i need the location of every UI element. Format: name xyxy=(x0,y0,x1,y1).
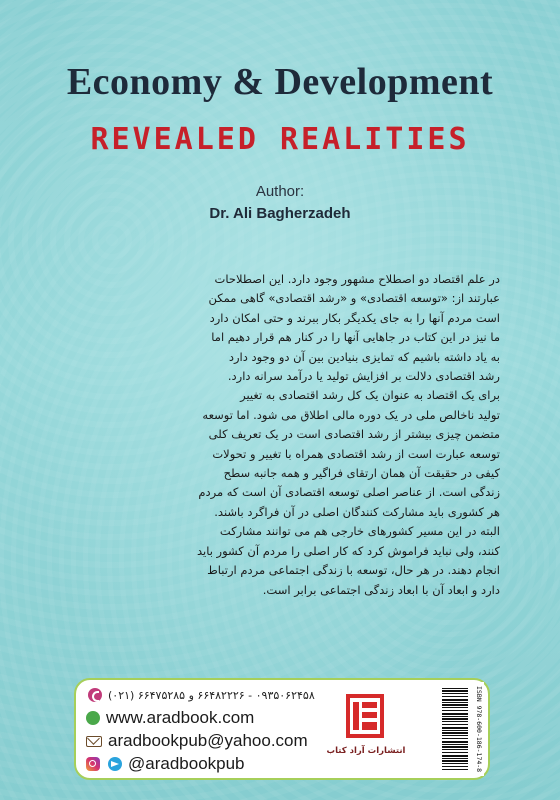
blurb-line: البته در این مسیر کشورهای خارجی هم می توانند مشارکت xyxy=(219,524,500,539)
blurb-line: توسعه عبارت است از رشد اقتصادی همراه با تغییر و تحولات xyxy=(212,446,500,461)
isbn-number: ISBN 978-600-186-174-8 xyxy=(475,686,483,772)
web-icon xyxy=(86,711,100,725)
blurb-line: برای یک اقتصاد به عنوان یک کل رشد اقتصادی به تغییر xyxy=(240,388,500,403)
blurb-line: به یاد داشته باشیم که تمایزی بنیادین بین آن دو وجود دارد xyxy=(228,349,500,364)
website-link[interactable]: www.aradbook.com xyxy=(106,708,255,727)
barcode-bars xyxy=(442,688,468,770)
email-row xyxy=(86,731,308,751)
email-link[interactable]: aradbookpub@yahoo.com xyxy=(108,731,308,750)
blurb-line: است مردم آنها را به جای یکدیگر بکار ببرند و حتی امکان دارد xyxy=(209,310,500,325)
blurb-line: دارد و ابعاد آن با ابعاد زندگی اجتماعی برابر است. xyxy=(262,582,500,597)
publisher-contact-box xyxy=(74,678,490,780)
publisher-caption: انتشارات آراد کتاب xyxy=(326,746,406,756)
social-row xyxy=(86,754,245,774)
blurb-line: کنند، ولی نباید فراموش کرد که کار اصلی را مردم آن کشور باید xyxy=(196,543,500,558)
phone-icon xyxy=(88,688,102,702)
instagram-icon xyxy=(86,757,100,771)
publisher-logo-icon xyxy=(342,690,388,744)
blurb-line: رشد اقتصادی دلالت بر افزایش تولید یا درآمد سرانه دارد. xyxy=(227,369,500,384)
author-label: Author: xyxy=(255,183,305,200)
blurb-line: هر کشوری باید مشارکت کنندگان اصلی در آن فراگرد باشند. xyxy=(214,504,500,519)
phone-numbers: ۰۹۳۵۰۶۲۴۵۸ - ۶۶۴۸۲۲۲۶ و ۶۶۴۷۵۲۸۵ (۰۲۱) xyxy=(108,688,315,702)
book-title: Economy & Development xyxy=(66,61,494,103)
blurb-line: انجام دهند. در هر حال، توسعه با زندگی اجتماعی مردم ارتباط xyxy=(207,563,500,578)
blurb-line: تولید ناخالص ملی در یک دوره مالی اطلاق می شود. اما توسعه xyxy=(202,407,500,422)
social-handle[interactable]: @aradbookpub xyxy=(128,754,245,773)
blurb-line: کیفی در حقیقت آن همان ارتقای فراگیر و همه جانبه سطح xyxy=(223,466,500,481)
publisher-logo xyxy=(326,686,406,766)
blurb-line: عبارتند از: «توسعه اقتصادی» و «رشد اقتصادی» گاهی ممکن xyxy=(208,291,500,306)
blurb-line: زندگی است. از عناصر اصلی توسعه اقتصادی آن است که مردم xyxy=(198,485,500,500)
blurb-line: متضمن چیزی بیشتر از رشد اقتصادی است در یک تعریف کلی xyxy=(208,427,500,442)
blurb-line: در علم اقتصاد دو اصطلاح مشهور وجود دارد. این اصطلاحات xyxy=(214,272,500,286)
telegram-icon xyxy=(108,757,122,771)
author-name: Dr. Ali Bagherzadeh xyxy=(209,205,351,222)
book-subtitle: REVEALED REALITIES xyxy=(90,122,470,157)
blurb-line: ما نیز در این کتاب در جاهایی آنها را در کنار هم قرار دهیم اما xyxy=(211,330,500,345)
mail-icon xyxy=(86,736,102,747)
isbn-barcode xyxy=(438,682,484,776)
blurb-text xyxy=(62,270,500,600)
website-row xyxy=(86,708,254,728)
